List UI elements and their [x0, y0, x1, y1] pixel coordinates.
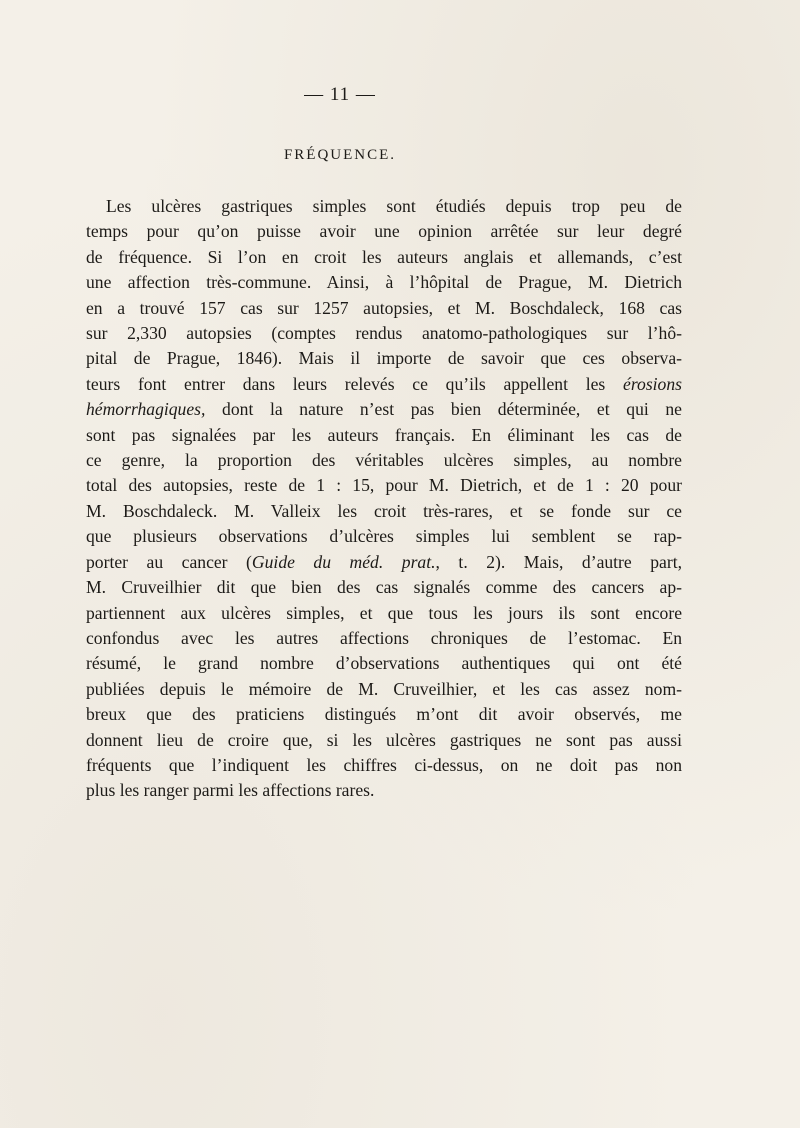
text-line: une affection très-commune. Ainsi, à l’hôpital de Prague, M. Dietrich [86, 272, 682, 293]
text-fragment: dont la nature n’est pas bien déterminée, et qui ne [205, 399, 682, 420]
text-line: sont pas signalées par les auteurs français. En éliminant les cas de [86, 424, 682, 445]
text-line: fréquents que l’indiquent les chiffres ci-dessus, on ne doit pas non [86, 754, 682, 775]
text-line: M. Boschdaleck. M. Valleix les croit très-rares, et se fonde sur ce [86, 500, 682, 521]
text-line [86, 550, 682, 575]
text-line: pital de Prague, 1846). Mais il importe de savoir que ces observa- [86, 348, 682, 369]
page-number: — 11 — [304, 84, 376, 105]
text-line: breux que des praticiens distingués m’ont dit avoir observés, me [86, 704, 682, 725]
text-line: Les ulcères gastriques simples sont étudiés depuis trop peu de [106, 196, 682, 216]
text-line: partiennent aux ulcères simples, et que tous les jours ils sont encore [86, 602, 682, 623]
text-fragment: , t. 2). Mais, d’autre part, [435, 551, 682, 572]
text-line [86, 397, 682, 422]
text-fragment: porter au cancer ( [86, 551, 252, 572]
text-line: donnent lieu de croire que, si les ulcères gastriques ne sont pas aussi [86, 729, 682, 750]
text-line: sur 2,330 autopsies (comptes rendus anatomo-pathologiques sur l’hô- [86, 323, 682, 344]
text-line: plus les ranger parmi les affections rares. [86, 780, 375, 801]
text-line [86, 372, 682, 397]
text-line: en a trouvé 157 cas sur 1257 autopsies, et M. Boschdaleck, 168 cas [86, 297, 682, 318]
text-line: publiées depuis le mémoire de M. Cruveilhier, et les cas assez nom- [86, 678, 682, 699]
text-line: total des autopsies, reste de 1 : 15, pour M. Dietrich, et de 1 : 20 pour [86, 475, 682, 496]
text-line: de fréquence. Si l’on en croit les auteurs anglais et allemands, c’est [86, 246, 682, 267]
text-line: confondus avec les autres affections chroniques de l’estomac. En [86, 627, 682, 648]
italic-term: érosions [623, 373, 682, 394]
text-line: ce genre, la proportion des véritables ulcères simples, au nombre [86, 450, 682, 471]
italic-term: hémorrhagiques, [86, 399, 206, 420]
text-line: que plusieurs observations d’ulcères simples lui semblent se rap- [86, 526, 682, 547]
text-line: résumé, le grand nombre d’observations authentiques qui ont été [86, 653, 682, 674]
italic-citation: Guide du méd. prat. [251, 551, 436, 572]
section-heading: FRÉQUENCE. [283, 147, 397, 163]
body-paragraph [86, 194, 682, 804]
text-line: temps pour qu’on puisse avoir une opinion arrêtée sur leur degré [86, 221, 682, 242]
text-fragment: teurs font entrer dans leurs relevés ce qu’ils appellent les [86, 373, 624, 394]
text-line: M. Cruveilhier dit que bien des cas signalés comme des cancers ap- [86, 577, 682, 598]
